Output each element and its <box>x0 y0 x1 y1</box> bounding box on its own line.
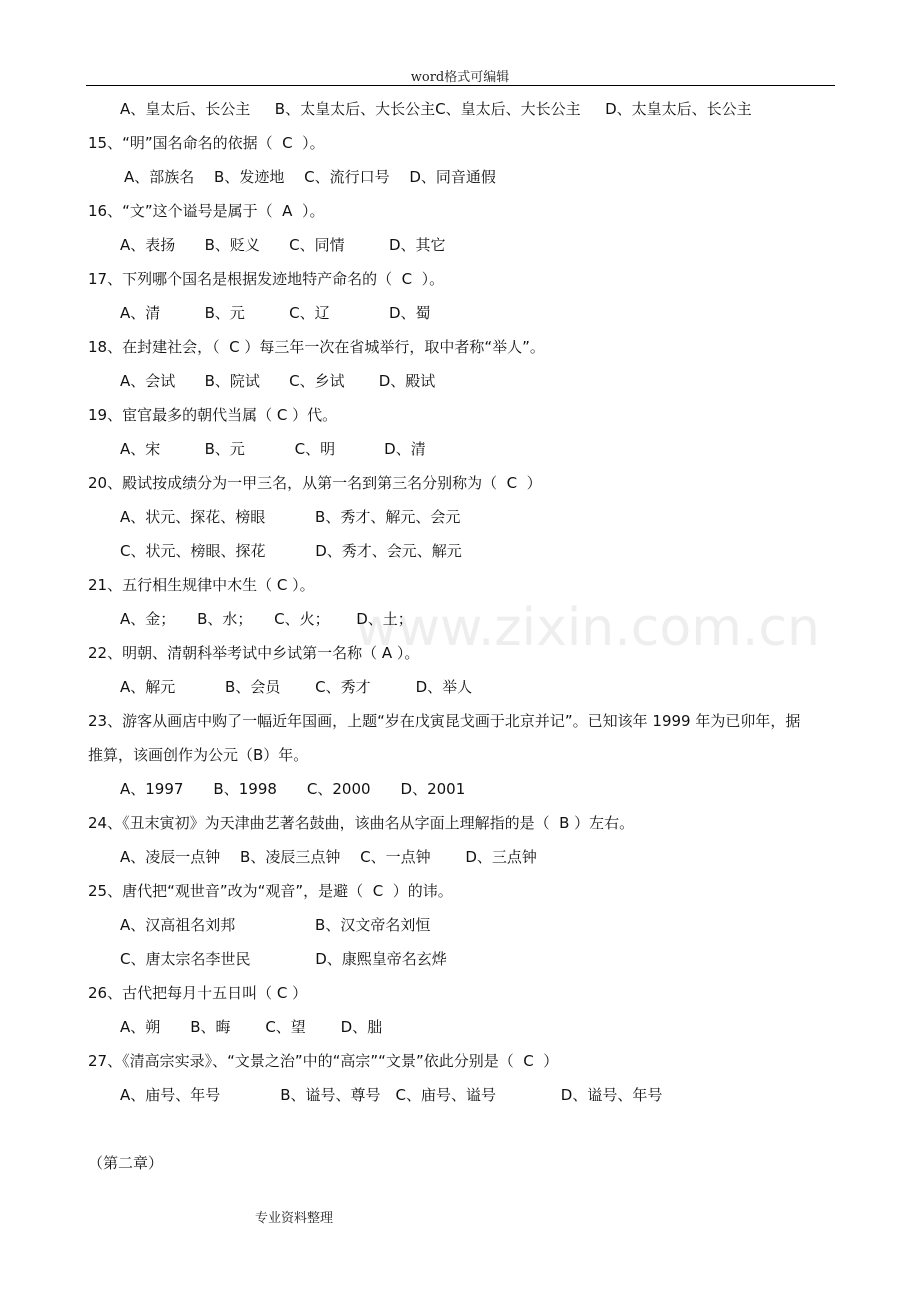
chapter-heading: （第二章） <box>88 1154 164 1172</box>
question-15: 15、“明”国名命名的依据（ C ）。 <box>88 134 325 152</box>
option-line-q18: A、会试 B、院试 C、乡试 D、殿试 <box>120 372 436 390</box>
question-18: 18、在封建社会，（ C ）每三年一次在省城举行，取中者称“举人”。 <box>88 338 545 356</box>
option-line-q23: A、1997 B、1998 C、2000 D、2001 <box>120 780 466 798</box>
question-22: 22、明朝、清朝科举考试中乡试第一名称（ A ）。 <box>88 644 420 662</box>
page-header: word格式可编辑 <box>410 70 510 85</box>
option-line-q20-a: A、状元、探花、榜眼 B、秀才、解元、会元 <box>120 508 461 526</box>
option-line-q22: A、解元 B、会员 C、秀才 D、举人 <box>120 678 473 696</box>
question-20: 20、殿试按成绩分为一甲三名，从第一名到第三名分别称为（ C ） <box>88 474 542 492</box>
option-line-q17: A、清 B、元 C、辽 D、蜀 <box>120 304 431 322</box>
question-27: 27、《清高宗实录》、“文景之治”中的“高宗”“文景”依此分别是（ C ） <box>88 1052 559 1070</box>
question-16: 16、“文”这个谥号是属于（ A ）。 <box>88 202 325 220</box>
option-line-q24: A、凌辰一点钟 B、凌辰三点钟 C、一点钟 D、三点钟 <box>120 848 537 866</box>
question-23-cont: 推算，该画创作为公元（B）年。 <box>88 746 309 764</box>
question-23: 23、游客从画店中购了一幅近年国画，上题“岁在戊寅昆戈画于北京并记”。已知该年 1999 年为已卯年，据 <box>88 712 801 730</box>
question-21: 21、五行相生规律中木生（ C ）。 <box>88 576 315 594</box>
page-footer: 专业资料整理 <box>255 1211 334 1226</box>
option-line-q25-a: A、汉高祖名刘邦 B、汉文帝名刘恒 <box>120 916 431 934</box>
question-19: 19、宦官最多的朝代当属（ C ）代。 <box>88 406 338 424</box>
question-26: 26、古代把每月十五日叫（ C ） <box>88 984 308 1002</box>
option-line-q14: A、皇太后、长公主 B、太皇太后、大长公主C、皇太后、大长公主 D、太皇太后、长公主 <box>120 100 752 118</box>
option-line-q21: A、金； B、水； C、火； D、土； <box>120 610 413 628</box>
option-line-q19: A、宋 B、元 C、明 D、清 <box>120 440 426 458</box>
watermark: www.zixin.com.cn <box>355 598 820 658</box>
option-line-q16: A、表扬 B、贬义 C、同情 D、其它 <box>120 236 446 254</box>
option-line-q25-b: C、唐太宗名李世民 D、康熙皇帝名玄烨 <box>120 950 447 968</box>
question-25: 25、唐代把“观世音”改为“观音”，是避（ C ）的讳。 <box>88 882 453 900</box>
option-line-q27: A、庙号、年号 B、谥号、尊号 C、庙号、谥号 D、谥号、年号 <box>120 1086 663 1104</box>
header-rule <box>86 85 835 86</box>
question-17: 17、下列哪个国名是根据发迹地特产命名的（ C ）。 <box>88 270 445 288</box>
question-24: 24、《丑末寅初》为天津曲艺著名鼓曲，该曲名从字面上理解指的是（ B ）左右。 <box>88 814 635 832</box>
option-line-q20-b: C、状元、榜眼、探花 D、秀才、会元、解元 <box>120 542 462 560</box>
option-line-q26: A、朔 B、晦 C、望 D、朏 <box>120 1018 383 1036</box>
option-line-q15: A、部族名 B、发迹地 C、流行口号 D、同音通假 <box>124 168 496 186</box>
